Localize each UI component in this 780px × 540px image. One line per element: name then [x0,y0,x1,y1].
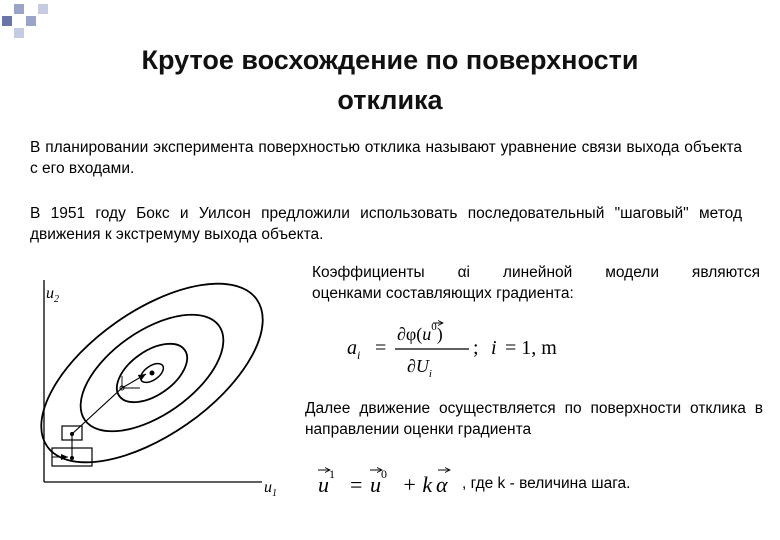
formula2-lhs: $u^1$ [318,467,335,497]
paragraph-coefficients-line-2: оценками составляющих градиента: [312,285,574,302]
title-line-1: Крутое восхождение по поверхности [141,45,639,75]
y-axis-label: $u_2$ [46,285,59,305]
formula2-alpha: α [436,472,448,497]
paragraph-coefficients [312,262,760,304]
formula1-denominator: $\partial U_i$ [407,356,432,380]
formula1-range: = 1, m [505,337,557,359]
gradient-formula [345,318,585,384]
paragraph-definition: В планировании эксперимента поверхностью отклика называют уравнение связи выхода объекта с его входами. [30,139,742,177]
page-title [0,40,780,120]
path-point-1 [70,456,74,460]
paragraph-coefficients-line-1: Коэффициенты αi линейной модели являются [312,264,760,281]
formula1-numerator: $\partial\varphi(u^0)$ [397,321,443,344]
formula1-index: i [491,337,497,359]
formula1-lhs: $a_i$ [347,337,361,362]
paragraph-history: В 1951 году Бокс и Уилсон предложили использовать последовательный "шаговый" метод движения к экстремуму выхода объекта. [30,205,742,243]
title-line-2: отклика [337,85,443,115]
formula2-plus-k: + k [402,472,433,497]
step-formula [314,458,462,500]
paragraph-movement: Далее движение осуществляется по поверхности отклика в направлении оценки градиента [305,400,763,438]
x-axis-label: $u_1$ [264,479,277,499]
extremum-point [150,371,155,376]
formula1-semicolon: ; [473,337,479,359]
formula1-equals: = [375,337,387,359]
formula2-u0: $u^0$ [370,467,387,497]
path-point-2 [70,432,74,436]
formula2-equals: = [350,472,363,497]
paragraph-step: , где k - величина шага. [462,475,631,492]
contour-diagram [0,270,300,500]
